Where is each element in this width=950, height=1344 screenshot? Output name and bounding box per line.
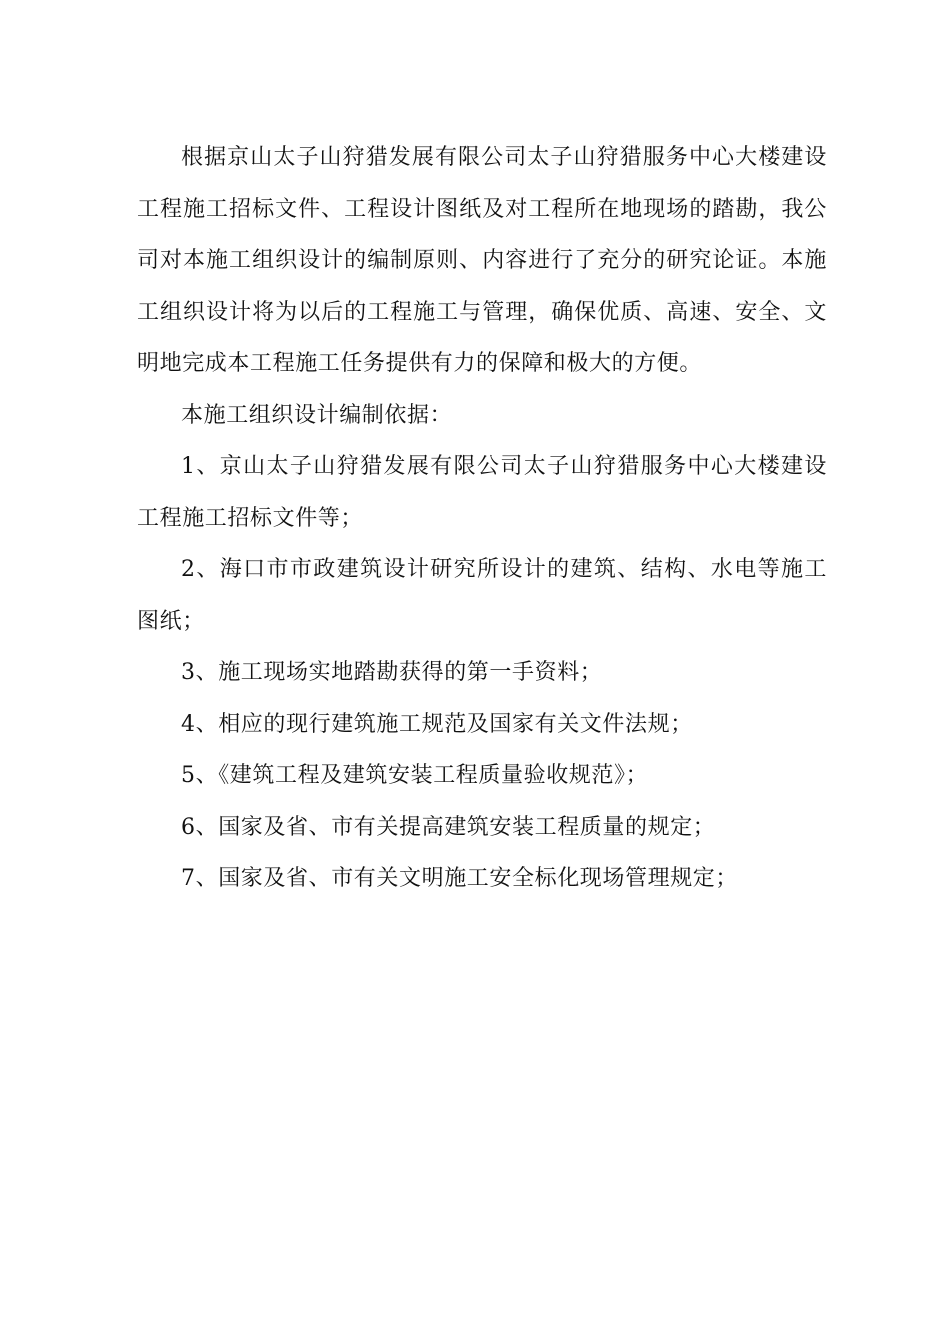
basis-item-1: 1、京山太子山狩猎发展有限公司太子山狩猎服务中心大楼建设工程施工招标文件等； [137,454,827,531]
basis-item-3: 3、施工现场实地踏勘获得的第一手资料； [181,660,603,685]
document-body [137,132,827,905]
basis-item-2: 2、海口市市政建筑设计研究所设计的建筑、结构、水电等施工图纸； [137,557,827,634]
basis-item-4: 4、相应的现行建筑施工规范及国家有关文件法规； [181,711,693,737]
intro-paragraph: 根据京山太子山狩猎发展有限公司太子山狩猎服务中心大楼建设工程施工招标文件、工程设计图纸及对工程所在地现场的踏勘，我公司对本施工组织设计的编制原则、内容进行了充分的研究论证。本施工组织设计将为以后的工程施工与管理，确保优质、高速、安全、文明地完成本工程施工任务提供有力的保障和极大的方便。 [137,145,827,376]
basis-item-5: 5、《建筑工程及建筑安装工程质量验收规范》； [181,763,649,788]
basis-item-7: 7、国家及省、市有关文明施工安全标化现场管理规定； [181,866,738,891]
basis-item-6: 6、国家及省、市有关提高建筑安装工程质量的规定； [181,814,716,840]
basis-heading: 本施工组织设计编制依据： [181,402,453,428]
